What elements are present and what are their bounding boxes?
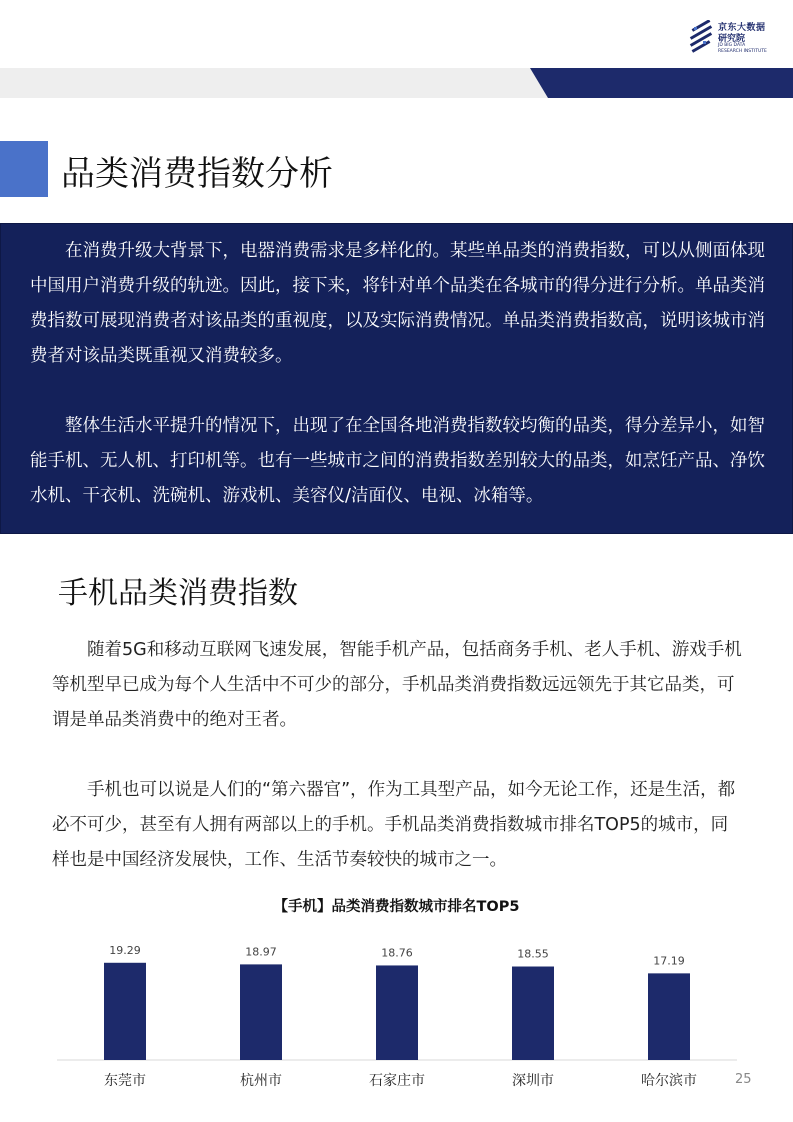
bar-value-label-4: 18.55 (517, 947, 549, 961)
category-label-3: 石家庄市 (369, 1073, 425, 1089)
subsection-paragraph-1: 随着5G和移动互联网飞速发展，智能手机产品，包括商务手机、老人手机、游戏手机等机型早已成为每个人生活中不可少的部分，手机品类消费指数远远领先于其它品类，可谓是单品类消费中的绝对王者。 (52, 640, 742, 730)
category-label-5: 哈尔滨市 (641, 1073, 697, 1089)
logo-mark-icon (688, 20, 714, 54)
intro-paragraph-2: 整体生活水平提升的情况下，出现了在全国各地消费指数较均衡的品类，得分差异小，如智能手机、无人机、打印机等。也有一些城市之间的消费指数差别较大的品类，如烹饪产品、净饮水机、干衣机、洗碗机、游戏机、美容仪/洁面仪、电视、冰箱等。 (30, 416, 765, 506)
header-band-navy (530, 68, 793, 98)
logo-cn-line1: 京东大数据 (718, 23, 766, 33)
bar-3 (376, 965, 418, 1060)
logo-en (718, 43, 767, 55)
section-title: 品类消费指数分析 (61, 154, 333, 194)
bar-value-label-3: 18.76 (381, 946, 413, 960)
bar-2 (240, 964, 282, 1060)
bar-4 (512, 967, 554, 1060)
bar-value-label-2: 18.97 (245, 945, 277, 959)
jd-big-data-logo (688, 18, 783, 60)
header-band-gray (0, 68, 548, 98)
subsection-paragraph-2: 手机也可以说是人们的“第六器官”，作为工具型产品，如今无论工作，还是生活，都必不可少，甚至有人拥有两部以上的手机。手机品类消费指数城市排名TOP5的城市，同样也是中国经济发展快，工作、生活节奏较快的城市之一。 (52, 780, 736, 870)
category-label-2: 杭州市 (240, 1073, 282, 1089)
intro-paragraph-1: 在消费升级大背景下，电器消费需求是多样化的。某些单品类的消费指数，可以从侧面体现中国用户消费升级的轨迹。因此，接下来，将针对单个品类在各城市的得分进行分析。单品类消费指数可展现消费者对该品类的重视度，以及实际消费情况。单品类消费指数高，说明该城市消费者对该品类既重视又消费较多。 (30, 241, 765, 366)
category-label-4: 深圳市 (512, 1073, 554, 1089)
logo-en-line1: JD BIG DATA (718, 43, 746, 48)
bar-5 (648, 973, 690, 1060)
category-label-1: 东莞市 (104, 1073, 146, 1089)
chart-title: 【手机】品类消费指数城市排名TOP5 (273, 899, 520, 915)
logo-en-line2: RESEARCH INSTITUTE (718, 49, 767, 54)
page-number: 25 (735, 1072, 752, 1087)
subsection-title: 手机品类消费指数 (58, 576, 298, 611)
header-band (0, 68, 793, 98)
bar-chart (0, 930, 793, 1092)
logo-cn-line2: 研究院 (718, 34, 746, 44)
bar-value-label-1: 19.29 (109, 943, 141, 957)
bar-value-label-5: 17.19 (653, 954, 685, 968)
section-title-accent (0, 141, 48, 197)
bar-1 (104, 963, 146, 1060)
